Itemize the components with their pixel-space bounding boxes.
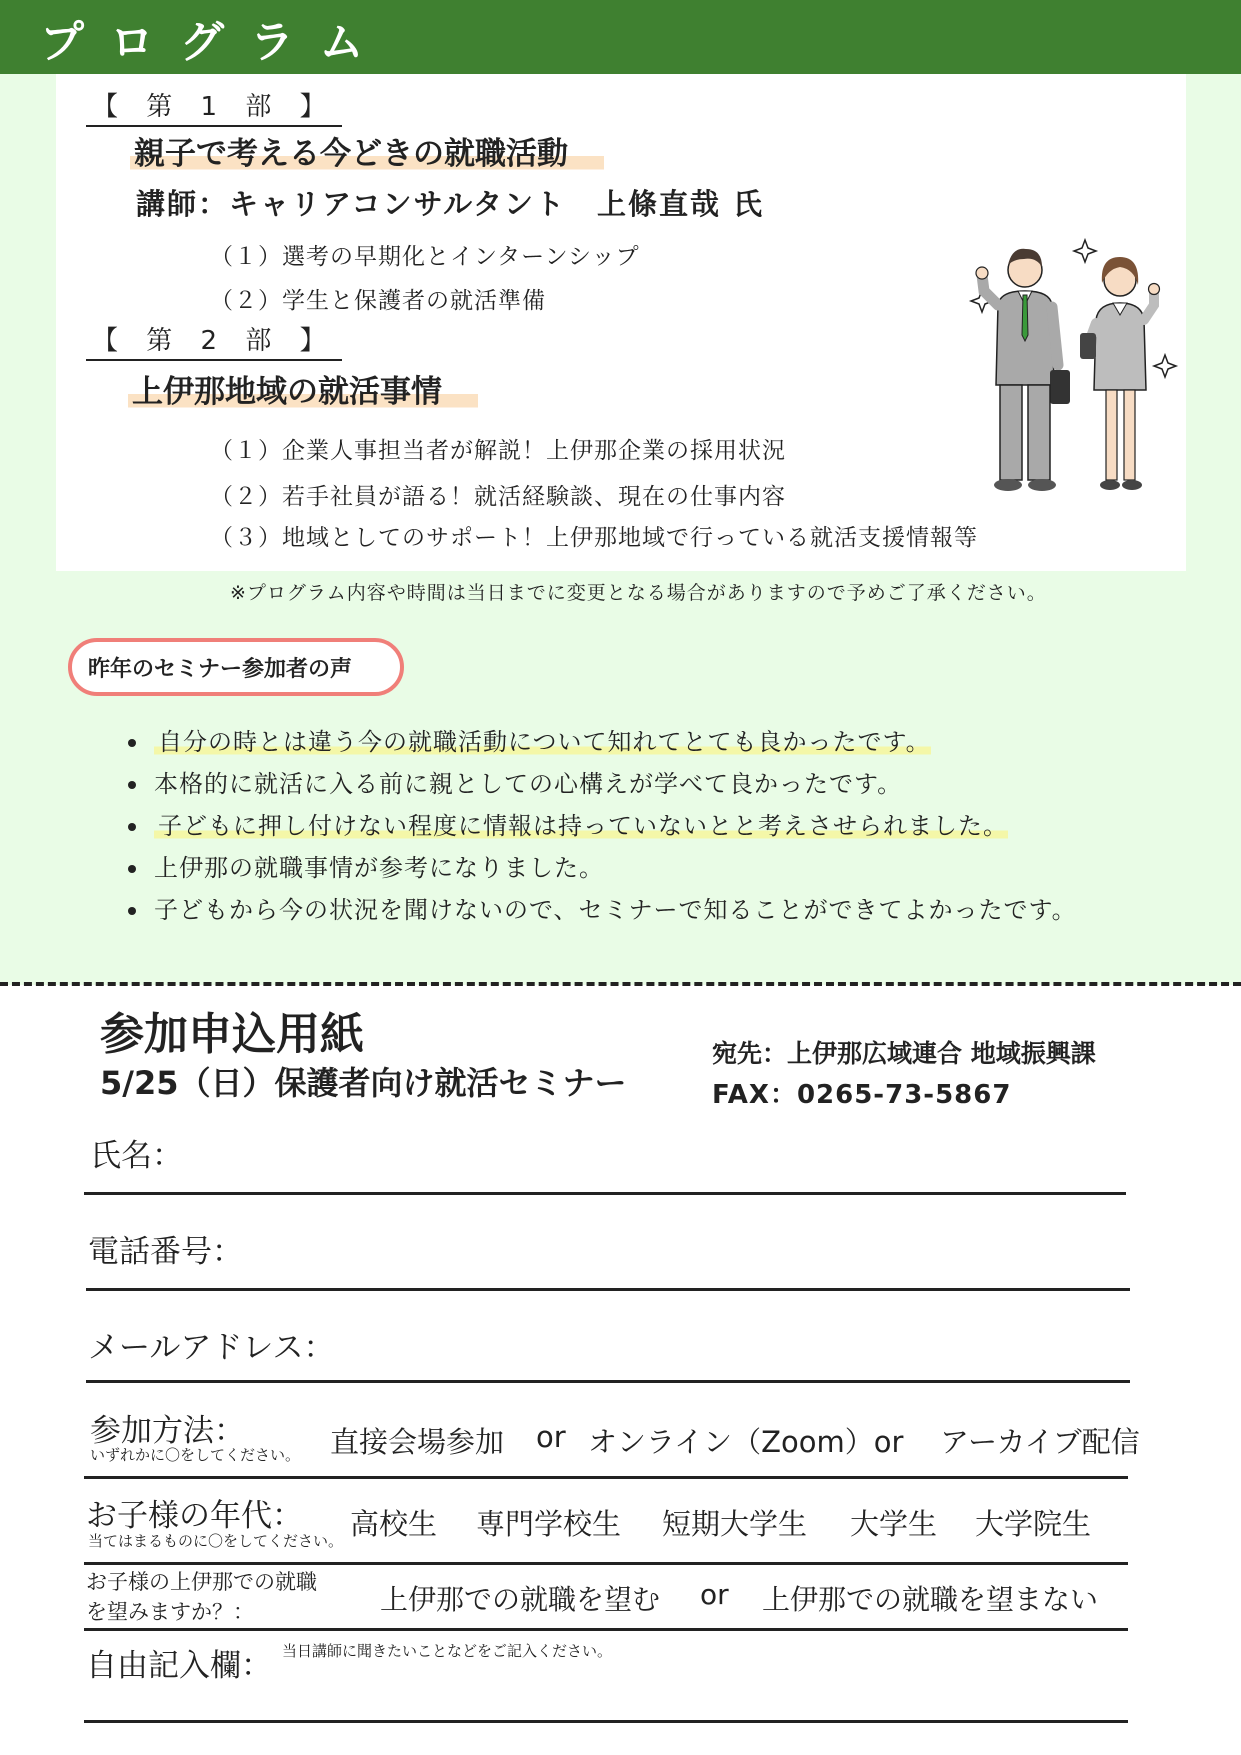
phone-label: 電話番号： (88, 1234, 243, 1270)
part1-item-2: （２）学生と保護者の就活準備 (210, 288, 546, 314)
age-option-graduate[interactable]: 大学院生 (975, 1507, 1092, 1541)
voice-item: 自分の時とは違う今の就職活動について知れてとても良かったです。 (128, 722, 931, 757)
voice-item: 上伊那の就職事情が参考になりました。 (128, 848, 604, 883)
voices-label: 昨年のセミナー参加者の声 (88, 657, 353, 682)
method-or-1: or (536, 1420, 566, 1454)
child-age-label: お子様の年代： (86, 1498, 303, 1534)
cut-line-divider (0, 982, 1241, 986)
part1-item-1: （１）選考の早期化とインターンシップ (210, 244, 640, 270)
name-line (84, 1192, 1126, 1195)
phone-line (86, 1288, 1130, 1291)
child-age-note: 当てはまるものに〇をしてください。 (88, 1532, 344, 1550)
method-note: いずれかに〇をしてください。 (90, 1446, 301, 1464)
method-option-online[interactable]: オンライン（Zoom）or (588, 1425, 904, 1459)
email-line (86, 1380, 1130, 1383)
email-label: メールアドレス： (88, 1330, 335, 1366)
phone-field[interactable] (260, 1220, 1120, 1286)
employment-option-no[interactable]: 上伊那での就職を望まない (762, 1583, 1099, 1616)
page-title: プログラム (40, 17, 390, 68)
method-option-venue[interactable]: 直接会場参加 (330, 1425, 505, 1459)
child-age-line (84, 1562, 1128, 1565)
age-option-university[interactable]: 大学生 (850, 1507, 938, 1541)
name-field[interactable] (250, 1125, 1120, 1190)
form-title: 参加申込用紙 (100, 1009, 364, 1060)
part2-item-2: （２）若手社員が語る！就活経験談、現在の仕事内容 (210, 484, 786, 510)
part2-item-1: （１）企業人事担当者が解説！上伊那企業の採用状況 (210, 438, 786, 464)
age-option-vocational[interactable]: 専門学校生 (476, 1507, 622, 1541)
employment-line (84, 1628, 1128, 1631)
part1-title: 親子で考える今どきの就職活動 (130, 128, 604, 173)
age-option-junior-college[interactable]: 短期大学生 (662, 1507, 808, 1541)
voice-item: 本格的に就活に入る前に親としての心構えが学べて良かったです。 (128, 764, 902, 799)
method-line (84, 1476, 1128, 1479)
part2-item-3: （３）地域としてのサポート！上伊那地域で行っている就活支援情報等 (210, 525, 978, 551)
method-option-archive[interactable]: アーカイブ配信 (940, 1425, 1140, 1459)
employment-label-line2: を望みますか？： (86, 1600, 254, 1624)
form-subtitle: 5/25（日）保護者向け就活セミナー (100, 1064, 627, 1102)
voice-item: 子どもから今の状況を聞けないので、セミナーで知ることができてよかったです。 (128, 890, 1077, 925)
employment-or: or (700, 1578, 729, 1611)
method-label: 参加方法： (90, 1413, 245, 1449)
free-text-label: 自由記入欄： (86, 1648, 272, 1684)
email-field[interactable] (350, 1316, 1120, 1378)
part2-title: 上伊那地域の就活事情 (128, 366, 478, 411)
free-text-note: 当日講師に聞きたいことなどをご記入ください。 (282, 1642, 613, 1660)
part2-label: 【 第 2 部 】 (86, 320, 342, 361)
business-people-illustration (960, 235, 1185, 515)
age-option-highschool[interactable]: 高校生 (350, 1507, 438, 1541)
name-label: 氏名： (90, 1138, 183, 1174)
voice-item: 子どもに押し付けない程度に情報は持っていないとと考えさせられました。 (128, 806, 1008, 841)
free-text-line (84, 1720, 1128, 1723)
employment-option-yes[interactable]: 上伊那での就職を望む (380, 1583, 661, 1616)
free-text-field[interactable] (84, 1668, 1126, 1718)
employment-label-line1: お子様の上伊那での就職 (86, 1570, 317, 1594)
part1-lecturer: 講師：キャリアコンサルタント 上條直哉 氏 (136, 187, 765, 221)
part1-label: 【 第 1 部 】 (86, 86, 342, 127)
form-destination: 宛先：上伊那広域連合 地域振興課 (712, 1039, 1096, 1068)
form-fax: FAX：0265-73-5867 (712, 1080, 1012, 1110)
program-note: ※プログラム内容や時間は当日までに変更となる場合がありますので予めご了承ください。 (230, 582, 1047, 604)
